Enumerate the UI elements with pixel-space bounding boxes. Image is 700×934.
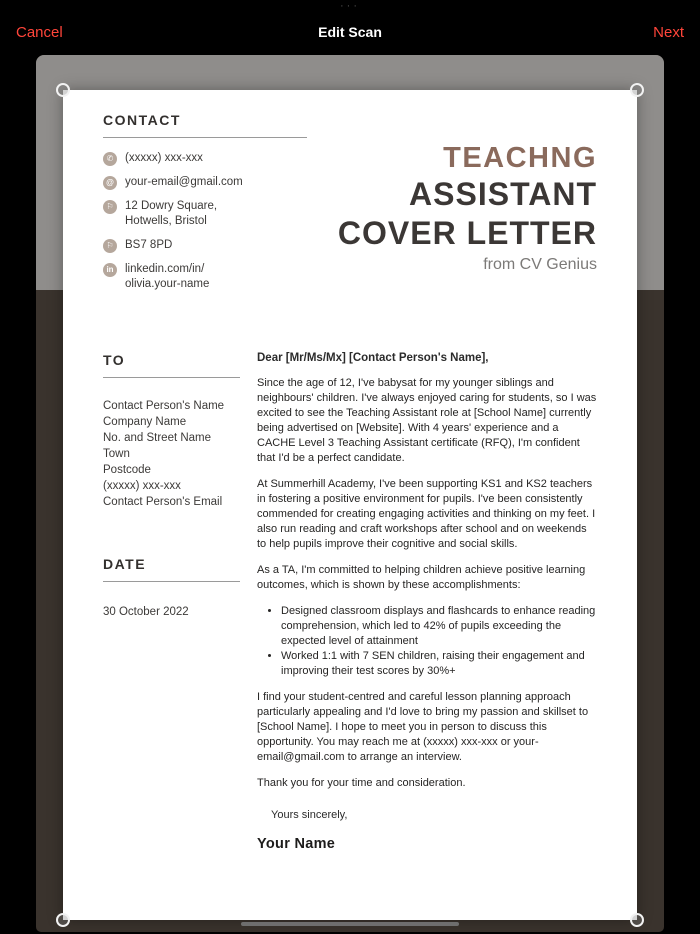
scanned-document[interactable] xyxy=(63,90,637,920)
date-value: 30 October 2022 xyxy=(103,606,189,618)
title-subtitle: from CV Genius xyxy=(483,256,597,274)
address-line-2: Hotwells, Bristol xyxy=(125,215,207,227)
scan-area xyxy=(36,55,664,932)
contact-heading: CONTACT xyxy=(103,112,181,128)
document-title-block xyxy=(315,112,597,310)
nav-bar xyxy=(0,12,700,52)
accomplishment-item: • Designed classroom displays and flashcards to enhance reading comprehension, which led to 42% of pupils exceeding the expected level of attainment xyxy=(281,604,597,649)
address-value xyxy=(125,199,217,229)
letter-signature: Your Name xyxy=(257,836,336,852)
recipient-line: Company Name xyxy=(103,416,187,428)
title-line-2: ASSISTANT xyxy=(409,176,597,213)
contact-phone xyxy=(103,151,315,166)
postcode-value: BS7 8PD xyxy=(125,239,173,251)
recipient-line: Town xyxy=(103,448,130,460)
linkedin-value xyxy=(125,262,209,292)
status-dots: ··· xyxy=(340,0,360,12)
recipient-line: Postcode xyxy=(103,464,151,476)
contact-section xyxy=(103,112,315,310)
crop-handle-top-left[interactable] xyxy=(56,83,70,97)
contact-email xyxy=(103,175,315,190)
accomplishments-list xyxy=(281,604,597,679)
document-header xyxy=(103,112,597,310)
letter-paragraph: Thank you for your time and consideration. xyxy=(257,777,466,789)
letter-closing: Yours sincerely, xyxy=(271,809,348,821)
crop-handle-bottom-left[interactable] xyxy=(56,913,70,927)
location-icon: ⚐ xyxy=(103,239,117,253)
letter-salutation: Dear [Mr/Ms/Mx] [Contact Person's Name], xyxy=(257,352,489,364)
crop-handle-top-right[interactable] xyxy=(630,83,644,97)
linkedin-line-1: linkedin.com/in/ xyxy=(125,263,205,275)
letter-paragraph: I find your student-centred and careful lesson planning approach particularly appealing and I'd love to bring my passion and skillset to [School Name]. I hope to meet you in person to discuss this opportunity. You may reach me at (xxxxx) xxx-xxx or your-email@gmail.com to arrange an interview. xyxy=(257,691,589,763)
contact-postcode xyxy=(103,238,315,253)
linkedin-line-2: olivia.your-name xyxy=(125,278,210,290)
date-divider xyxy=(103,581,240,582)
scroll-indicator[interactable] xyxy=(241,922,459,926)
letter-paragraph: As a TA, I'm committed to helping children achieve positive learning outcomes, which is shown by these accomplishments: xyxy=(257,564,586,591)
contact-address xyxy=(103,199,315,229)
crop-handle-bottom-right[interactable] xyxy=(630,913,644,927)
linkedin-icon: in xyxy=(103,263,117,277)
email-value: your-email@gmail.com xyxy=(125,176,243,188)
letter-meta-column xyxy=(103,352,255,852)
email-icon: @ xyxy=(103,176,117,190)
recipient-block xyxy=(103,398,255,510)
cancel-button[interactable]: Cancel xyxy=(14,20,65,45)
date-heading: DATE xyxy=(103,556,147,572)
letter-paragraph: At Summerhill Academy, I've been supporting KS1 and KS2 teachers in fostering a positive environment for pupils. I've been consistently commended for creating engaging activities and thinking on my feet. I also run reading and craft workshops after school and on weekends to help pupils improve their cognitive and social skills. xyxy=(257,478,596,550)
recipient-line: Contact Person's Email xyxy=(103,496,223,508)
next-button[interactable]: Next xyxy=(651,20,686,45)
title-line-3: COVER LETTER xyxy=(337,214,597,251)
letter-text-column xyxy=(255,352,597,852)
address-line-1: 12 Dowry Square, xyxy=(125,200,218,212)
accomplishment-item: • Worked 1:1 with 7 SEN children, raising their engagement and improving their test scores by 30%+ xyxy=(281,649,597,679)
document-body xyxy=(103,352,597,852)
title-line-1: TEACHNG xyxy=(443,142,597,174)
contact-list xyxy=(103,151,315,292)
page-title: Edit Scan xyxy=(318,24,382,40)
to-divider xyxy=(103,377,240,378)
recipient-line: Contact Person's Name xyxy=(103,400,225,412)
phone-icon: ✆ xyxy=(103,152,117,166)
recipient-line: No. and Street Name xyxy=(103,432,212,444)
contact-divider xyxy=(103,137,307,138)
recipient-line: (xxxxx) xxx-xxx xyxy=(103,480,181,492)
contact-linkedin xyxy=(103,262,315,292)
location-icon: ⚐ xyxy=(103,200,117,214)
to-heading: TO xyxy=(103,352,126,368)
phone-value: (xxxxx) xxx-xxx xyxy=(125,152,203,164)
letter-paragraph: Since the age of 12, I've babysat for my younger siblings and neighbours' children. I've always enjoyed caring for students, so I was excited to see the Teaching Assistant role at [School Name] currently being advertised on [Website]. With 4 years' experience and a CACHE Level 3 Teaching Assistant certificate (RFQ), I'm confident that I'd be a perfect candidate. xyxy=(257,377,597,464)
